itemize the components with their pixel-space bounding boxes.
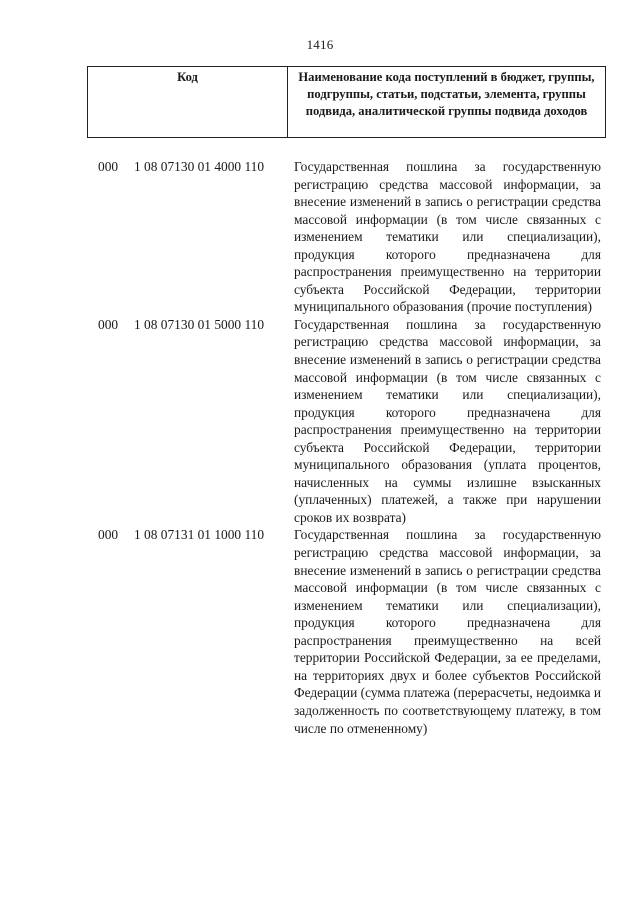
entry-admin-code: 000 (98, 159, 119, 174)
header-name: Наименование кода поступлений в бюджет, группы, подгруппы, статьи, подстатьи, элемента, группы подвида, аналитической группы подвида доходов (288, 67, 606, 138)
entry-description: Государственная пошлина за государственную регистрацию средства массовой информации, за внесение изменений в запись о регистрации средства массовой информации (в том числе связанных с изменением тематики или специализации), продукция которого предназначена для распространения преимущественно на территории субъекта Российской Федерации, территории муниципального образования (уплата процентов, начисленных на суммы излишне взысканных (уплаченных) платежей, а также при нарушении сроков их возврата) (294, 316, 601, 525)
entry-description: Государственная пошлина за государственную регистрацию средства массовой информации, за внесение изменений в запись о регистрации средства массовой информации (в том числе связанных с изменением тематики или специализации), продукция которого предназначена для распространения преимущественно на всей территории Российской Федерации, за ее пределами, на территориях двух и более субъектов Российской Федерации (сумма платежа (перерасчеты, недоимка и задолженность по соответствующему платежу, в том числе по отмененному) (294, 527, 601, 736)
entry-admin-code: 000 (98, 527, 119, 543)
entries-list (0, 158, 640, 737)
entry-row (0, 316, 640, 527)
entry-kbk-code: 1 08 07131 01 1000 110 (134, 527, 265, 543)
page-number: 1416 (306, 37, 334, 52)
entry-row (0, 526, 640, 737)
header-code: Код (88, 67, 288, 138)
table-header (87, 66, 606, 138)
entry-kbk-code: 1 08 07130 01 5000 110 (134, 316, 265, 332)
entry-admin-code: 000 (98, 316, 119, 332)
entry-description: Государственная пошлина за государственную регистрацию средства массовой информации, за внесение изменений в запись о регистрации средства массовой информации (в том числе связанных с изменением тематики или специализации), продукция которого предназначена для распространения преимущественно на территории субъекта Российской Федерации, территории муниципального образования (прочие поступления) (294, 159, 601, 315)
entry-row (0, 158, 640, 316)
entry-kbk-code: 1 08 07130 01 4000 110 (134, 159, 265, 174)
